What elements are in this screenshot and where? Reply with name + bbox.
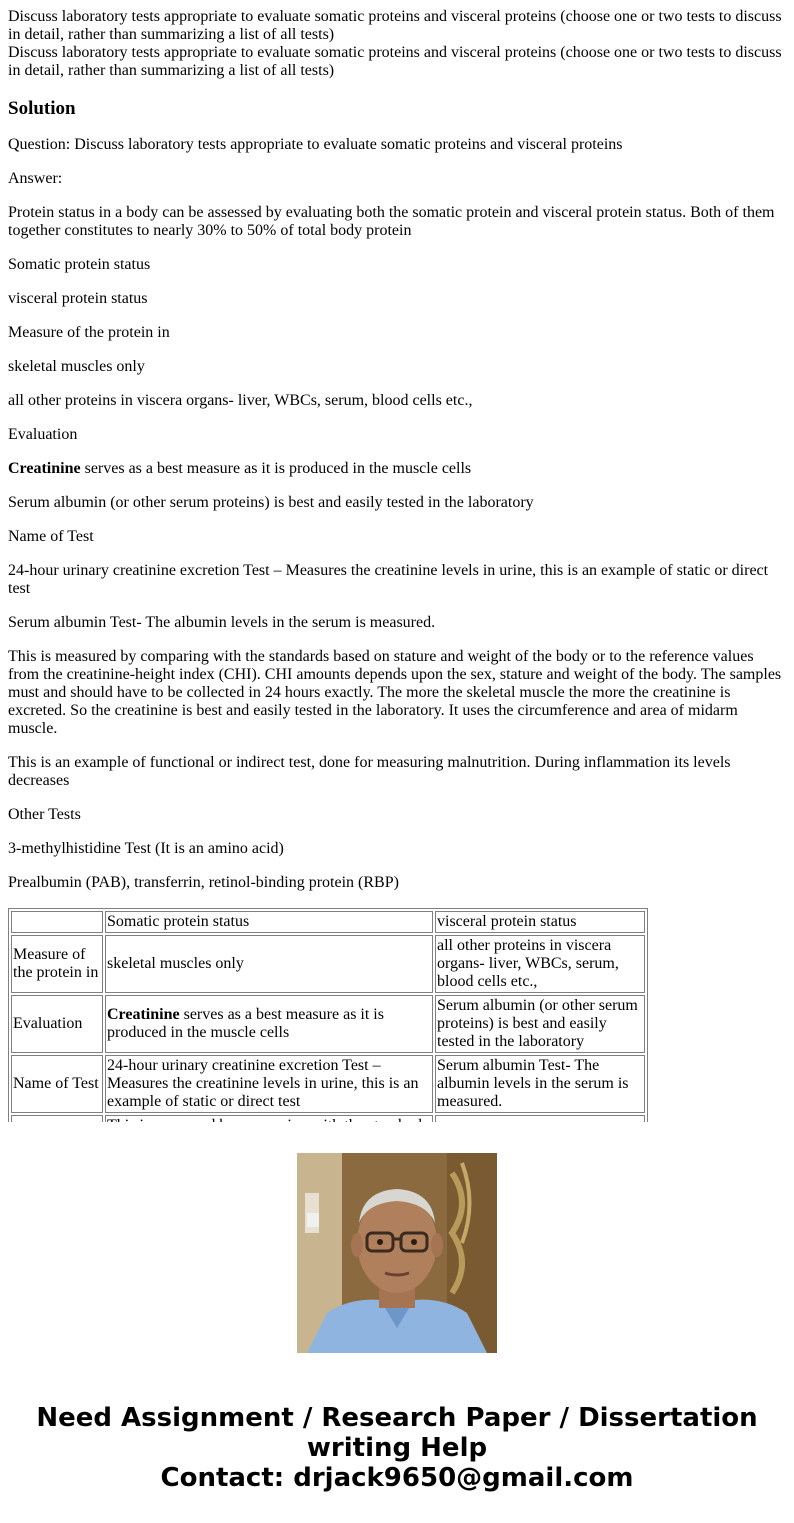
solution-heading: Solution	[8, 98, 76, 119]
answer-label: Answer:	[8, 170, 63, 187]
table-cell: Evaluation	[11, 995, 103, 1053]
question-text: Discuss laboratory tests appropriate to evaluate somatic proteins and visceral proteins (choose one or two tests to discuss in detail, rather than summarizing a list of all tests)	[8, 8, 782, 43]
viscera-text: all other proteins in viscera organs- liver, WBCs, serum, blood cells etc.,	[8, 392, 473, 409]
skeletal-text: skeletal muscles only	[8, 358, 145, 375]
table-cell: visceral protein status	[435, 911, 645, 933]
promo-contact: Contact: drjack9650@gmail.com	[160, 1463, 634, 1493]
table-cell: Serum albumin Test- The albumin levels in the serum is measured.	[435, 1055, 645, 1113]
methylhistidine-text: 3-methylhistidine Test (It is an amino acid)	[8, 840, 284, 857]
table-cell: Somatic protein status	[105, 911, 433, 933]
table-header-row	[11, 911, 645, 933]
prealbumin-text: Prealbumin (PAB), transferrin, retinol-binding protein (RBP)	[8, 874, 399, 891]
creatinine-rest: serves as a best measure as it is produced in the muscle cells	[80, 460, 472, 477]
visceral-heading: visceral protein status	[8, 290, 148, 307]
table-cell: Name of Test	[11, 1055, 103, 1113]
creatinine-bold: Creatinine	[8, 460, 81, 477]
question-restated: Question: Discuss laboratory tests appropriate to evaluate somatic proteins and visceral proteins	[8, 136, 623, 153]
table-row	[11, 995, 645, 1053]
document-content	[8, 8, 786, 1122]
serum-albumin-text: Serum albumin (or other serum proteins) is best and easily tested in the laboratory	[8, 494, 534, 511]
intro-paragraph: Protein status in a body can be assessed by evaluating both the somatic protein and visceral protein status. Both of them together constitutes to nearly 30% to 50% of total body protein	[8, 204, 775, 239]
other-tests-label: Other Tests	[8, 806, 81, 823]
table-row	[11, 935, 645, 993]
serum-test-text: Serum albumin Test- The albumin levels in the serum is measured.	[8, 614, 436, 631]
name-of-test-label: Name of Test	[8, 528, 94, 545]
functional-paragraph: This is an example of functional or indirect test, done for measuring malnutrition. During inflammation its levels decreases	[8, 754, 731, 789]
test-24h-text: 24-hour urinary creatinine excretion Test – Measures the creatinine levels in urine, this is an example of static or direct test	[8, 562, 769, 597]
table-cell	[11, 911, 103, 933]
evaluation-label: Evaluation	[8, 426, 78, 443]
comparison-table	[8, 908, 648, 1140]
question-text-repeat: Discuss laboratory tests appropriate to evaluate somatic proteins and visceral proteins (choose one or two tests to discuss in detail, rather than summarizing a list of all tests)	[8, 44, 782, 79]
table-cell: skeletal muscles only	[105, 935, 433, 993]
creatinine-paragraph	[8, 460, 786, 478]
measure-label: Measure of the protein in	[8, 324, 170, 341]
table-cell: Serum albumin (or other serum proteins) is best and easily tested in the laboratory	[435, 995, 645, 1053]
creatinine-rest: serves as a best measure as it is produced in the muscle cells	[107, 1006, 384, 1041]
promo-line-1: Need Assignment / Research Paper / Dissertation writing Help	[36, 1403, 758, 1463]
avatar	[297, 1153, 497, 1353]
chi-paragraph: This is measured by comparing with the standards based on stature and weight of the body or to the reference values from the creatinine-height index (CHI). CHI amounts depends upon the sex, stature and weight of the body. The samples must and should have to be collected in 24 hours exactly. The more the skeletal muscle the more the creatinine is excreted. So the creatinine is best and easily tested in the laboratory. It uses the circumference and area of midarm muscle.	[8, 648, 782, 737]
promo-footer	[0, 1122, 794, 1523]
table-row	[11, 1055, 645, 1113]
table-cell: all other proteins in viscera organs- liver, WBCs, serum, blood cells etc.,	[435, 935, 645, 993]
somatic-heading: Somatic protein status	[8, 256, 151, 273]
table-cell: 24-hour urinary creatinine excretion Test – Measures the creatinine levels in urine, this is an example of static or direct test	[105, 1055, 433, 1113]
table-cell: Measure of the protein in	[11, 935, 103, 993]
promo-text	[0, 1403, 794, 1493]
creatinine-bold: Creatinine	[107, 1006, 180, 1023]
table-cell	[105, 995, 433, 1053]
